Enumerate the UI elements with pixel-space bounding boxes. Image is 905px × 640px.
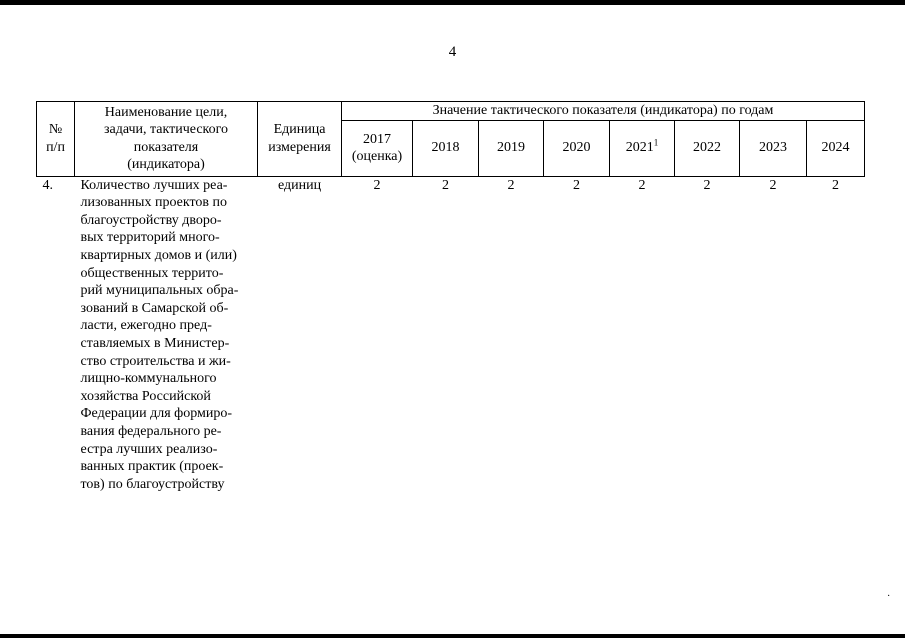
header-year-2017: 2017 (оценка) [342, 120, 413, 176]
header-year-2020: 2020 [544, 120, 610, 176]
row-unit: единиц [277, 177, 322, 193]
page-number: 4 [448, 44, 457, 60]
header-row-1 [37, 102, 865, 121]
indicator-table [36, 101, 865, 493]
header-number: № п/п [37, 102, 75, 177]
value-2021: 2 [638, 177, 646, 193]
value-2023: 2 [769, 177, 777, 193]
header-year-2022: 2022 [675, 120, 740, 176]
header-year-2023: 2023 [740, 120, 807, 176]
header-year-2018: 2018 [413, 120, 479, 176]
value-2020: 2 [573, 177, 580, 193]
header-unit: Единица измерения [258, 102, 342, 177]
bottom-border-bar [0, 634, 905, 638]
table-row [37, 176, 865, 493]
row-number: 4. [42, 177, 53, 193]
header-year-2024: 2024 [807, 120, 865, 176]
value-2024: 2 [832, 177, 839, 193]
value-2019: 2 [507, 177, 515, 193]
header-year-2019: 2019 [479, 120, 544, 176]
value-2018: 2 [442, 177, 449, 193]
scan-speck: · [887, 591, 891, 602]
header-group-title: Значение тактического показателя (индикатора) по годам [342, 102, 865, 121]
footnote-marker: 1 [653, 137, 659, 148]
row-description: Количество лучших реа- лизованных проектов по благоустройству дворо- вых территорий много- квартирных домов и (или) общественных террито- рий муниципальных обра- зований в Самарской об- ласти, ежегодно пред- ставляемых в Министер- ство строительства и жи- лищно-коммунального хозяйства Российской Федерации для формиро- вания федерального ре- естра лучших реализо- ванных практик (проек- тов) по благоустройству [80, 177, 239, 492]
value-2022: 2 [703, 177, 711, 193]
header-year-2021: 2021$^1$ [610, 120, 675, 176]
header-name: Наименование цели, задачи, тактического показателя (индикатора) [75, 102, 258, 177]
top-border-bar [0, 0, 905, 5]
value-2017: 2 [373, 177, 381, 193]
